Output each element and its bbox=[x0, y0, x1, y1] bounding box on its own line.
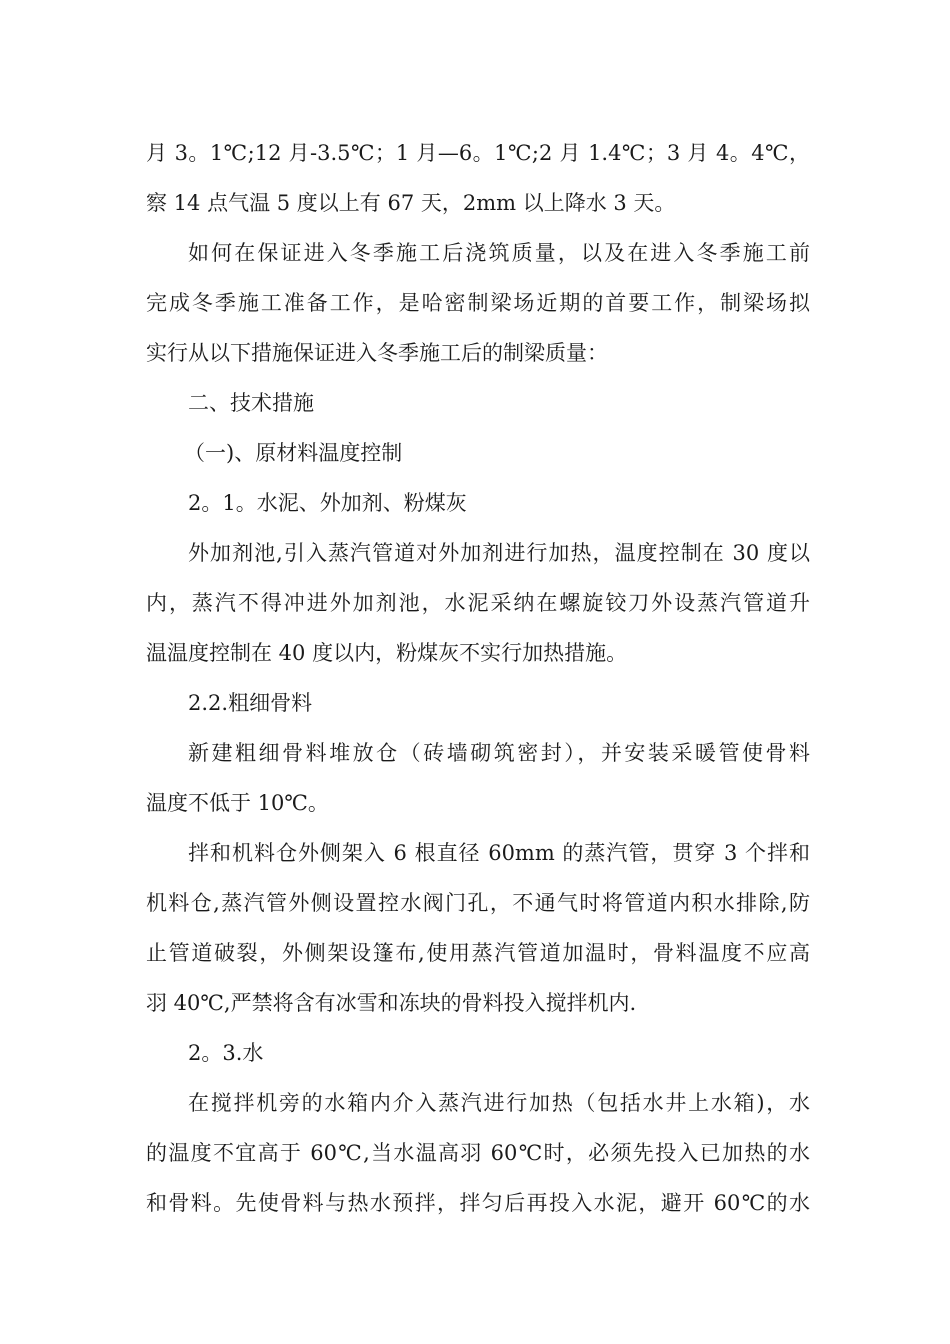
document-page bbox=[146, 128, 810, 1228]
item-heading-cement-admixture bbox=[146, 478, 810, 528]
text-line: 温度不低于 10℃。 bbox=[146, 791, 329, 815]
heading-text: （一)、原材料温度控制 bbox=[184, 441, 403, 465]
text-line: 内，蒸汽不得冲进外加剂池，水泥采纳在螺旋铰刀外设蒸汽管道升 bbox=[146, 591, 810, 615]
paragraph-intro bbox=[146, 228, 810, 378]
text-line: 如何在保证进入冬季施工后浇筑质量，以及在进入冬季施工前 bbox=[188, 241, 810, 265]
heading-text: 2。1。水泥、外加剂、粉煤灰 bbox=[188, 491, 467, 515]
paragraph-steam-pipes bbox=[146, 828, 810, 1028]
item-heading-aggregates bbox=[146, 678, 810, 728]
text-line: 止管道破裂，外侧架设篷布,使用蒸汽管道加温时，骨料温度不应高 bbox=[146, 941, 810, 965]
text-line: 完成冬季施工准备工作，是哈密制梁场近期的首要工作，制梁场拟 bbox=[146, 291, 810, 315]
text-line: 的温度不宜高于 60℃,当水温高羽 60℃时，必须先投入已加热的水 bbox=[146, 1141, 810, 1165]
paragraph-admixture-heating bbox=[146, 528, 810, 678]
text-line: 机料仓,蒸汽管外侧设置控水阀门孔，不通气时将管道内积水排除,防 bbox=[146, 891, 810, 915]
text-line: 和骨料。先使骨料与热水预拌，拌匀后再投入水泥，避开 60℃的水 bbox=[146, 1191, 810, 1215]
text-line: 羽 40℃,严禁将含有冰雪和冻块的骨料投入搅拌机内. bbox=[146, 991, 637, 1015]
text-line: 察 14 点气温 5 度以上有 67 天，2mm 以上降水 3 天。 bbox=[146, 191, 676, 215]
heading-text: 2。3.水 bbox=[188, 1041, 264, 1065]
subsection-heading-material-temperature bbox=[146, 428, 810, 478]
item-heading-water bbox=[146, 1028, 810, 1078]
heading-text: 二、技术措施 bbox=[188, 391, 314, 415]
text-line: 外加剂池,引入蒸汽管道对外加剂进行加热，温度控制在 30 度以 bbox=[188, 541, 810, 565]
text-line: 拌和机料仓外侧架入 6 根直径 60mm 的蒸汽管，贯穿 3 个拌和 bbox=[188, 841, 810, 865]
paragraph-aggregate-storage bbox=[146, 728, 810, 828]
text-line: 在搅拌机旁的水箱内介入蒸汽进行加热（包括水井上水箱)，水 bbox=[188, 1091, 810, 1115]
text-line: 新建粗细骨料堆放仓（砖墙砌筑密封），并安装采暖管使骨料 bbox=[188, 741, 810, 765]
heading-text: 2.2.粗细骨料 bbox=[188, 691, 313, 715]
paragraph-water-heating bbox=[146, 1078, 810, 1228]
section-heading-technical-measures bbox=[146, 378, 810, 428]
paragraph-climate-data bbox=[146, 128, 810, 228]
text-line: 温温度控制在 40 度以内，粉煤灰不实行加热措施。 bbox=[146, 641, 628, 665]
text-line: 实行从以下措施保证进入冬季施工后的制梁质量： bbox=[146, 341, 608, 365]
text-line: 月 3。1℃;12 月-3.5℃；1 月—6。1℃;2 月 1.4℃；3 月 4。4℃， bbox=[146, 141, 810, 165]
